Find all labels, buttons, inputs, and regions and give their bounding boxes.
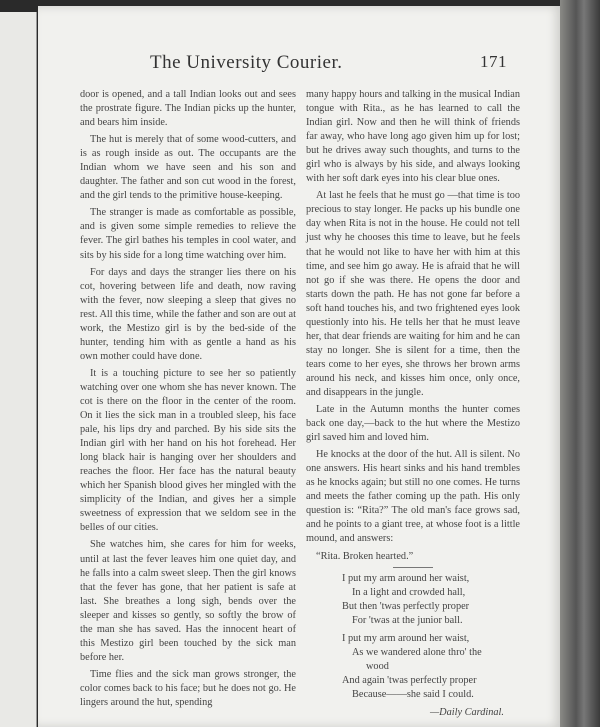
paragraph: She watches him, she cares for him for weeks, until at last the fever leaves him one quiet day, and he falls into a calm sweet sleep. Then the girl knows that the fever has gone, that her patient is safe at last. She breathes a long sigh, bends over the sleeper and kisses so gently, so softly the brow of the man she has saved. Has the innocent heart of this Mestizo girl been touched by the sick man before her. bbox=[80, 539, 296, 663]
paragraph: For days and days the stranger lies there on his cot, hovering between life and death, now raving with the fever, now sleeping a sleep that gives no rest. All this time, while the father and son are out at work, the Mestizo girl is by the bed-side of the hunter, tending him with as gentle a hand as his own mother could have done. bbox=[80, 266, 296, 362]
paragraph: It is a touching picture to see her so patiently watching over one whom she has never known. The cot is there on the floor in the center of the room. On it lies the sick man in a troubled sleep, his face pale, his lips dry and parched. By his side sits the Indian girl with her hand on his hot forehead. Her long black hair is hanging over her shoulders and reaches the floor. Her face has the natural beauty which her Spanish blood gives her mingled with the simplicity of the Indian, and gives her a simple sweetness of expression that we seldom see in the belles of our cities. bbox=[80, 367, 296, 534]
page-number: 171 bbox=[480, 52, 507, 71]
paragraph: He knocks at the door of the hut. All is silent. No one answers. His heart sinks and his hand trembles as he knocks again; but still no one comes. He turns and meets the father coming up the path. His only question is: “Rita?” The old man's face grows sad, and he points to a giant tree, at whose foot is a little mound, and answers: bbox=[306, 449, 520, 545]
poem-line: In a light and crowded hall, bbox=[352, 586, 466, 598]
poem-stanza bbox=[342, 572, 520, 628]
poem-stanza bbox=[342, 632, 520, 702]
paragraph: many happy hours and talking in the musical Indian tongue with Rita., as he has learned to call the Indian girl. Now and then he will think of friends far away, who have long ago given him up for lost; but he drives away such thoughts, and turns to the girl who is always by his side, and always looking with her soft dark eyes into his clear blue ones. bbox=[306, 89, 520, 185]
paragraph: Time flies and the sick man grows stronger, the color comes back to his face; but he does not go. He lingers around the hut, spending bbox=[80, 668, 296, 708]
paragraph: The stranger is made as comfortable as possible, and is given some simple remedies to relieve the fever. The girl bathes his temples in cool water, and sits by his side for a long time watching over him. bbox=[80, 207, 296, 261]
poem-line: But then 'twas perfectly proper bbox=[342, 600, 470, 612]
poem-line: I put my arm around her waist, bbox=[342, 632, 470, 644]
poem-line: And again 'twas perfectly proper bbox=[342, 675, 477, 687]
poem-line: As we wandered alone thro' the bbox=[352, 647, 482, 659]
book-edge bbox=[560, 0, 600, 727]
paragraph: Late in the Autumn months the hunter comes back one day,—back to the hut where the Mestizo girl saved him and loved him. bbox=[306, 404, 520, 444]
divider bbox=[393, 567, 433, 568]
poem-line: wood bbox=[366, 661, 389, 673]
paragraph: The hut is merely that of some wood-cutters, and is as rough inside as out. The occupants are the Indian whom we have seen and his son and daughter. The father and son cut wood in the forest, and the girl tends to the primitive house-keeping. bbox=[80, 134, 296, 202]
poem-line: I put my arm around her waist, bbox=[342, 572, 470, 584]
left-column bbox=[80, 88, 296, 713]
paragraph: At last he feels that he must go —that time is too precious to stay longer. He packs up his bundle one day when Rita is not in the house. He could not tell just why he chooses this time to leave, but he feels that he would not like to have her with him at this time, and see him go away. He is afraid that he will not go if she was there. He opens the door and starts down the path. He has not gone far before a soft hand touches his, and two frightened eyes look questionly into his. He tells her that he must leave her, that dear friends are waiting for him and he can stay no longer. She is silent for a time, then the tears come to her eyes, she throws her brown arms around his neck, and kisses him once, only once, and disappears in the jungle. bbox=[306, 190, 520, 398]
adjacent-page-edge bbox=[0, 12, 37, 727]
poem-attribution: —Daily Cardinal. bbox=[430, 707, 504, 719]
journal-title: The University Courier. bbox=[150, 52, 343, 73]
poem-line: For 'twas at the junior ball. bbox=[352, 614, 463, 626]
paragraph: “Rita. Broken hearted.” bbox=[316, 550, 414, 562]
paragraph: door is opened, and a tall Indian looks out and sees the prostrate figure. The Indian picks up the hunter, and bears him inside. bbox=[80, 89, 296, 129]
poem-line: Because——she said I could. bbox=[352, 689, 474, 701]
right-column bbox=[306, 88, 520, 720]
poem bbox=[306, 567, 520, 721]
